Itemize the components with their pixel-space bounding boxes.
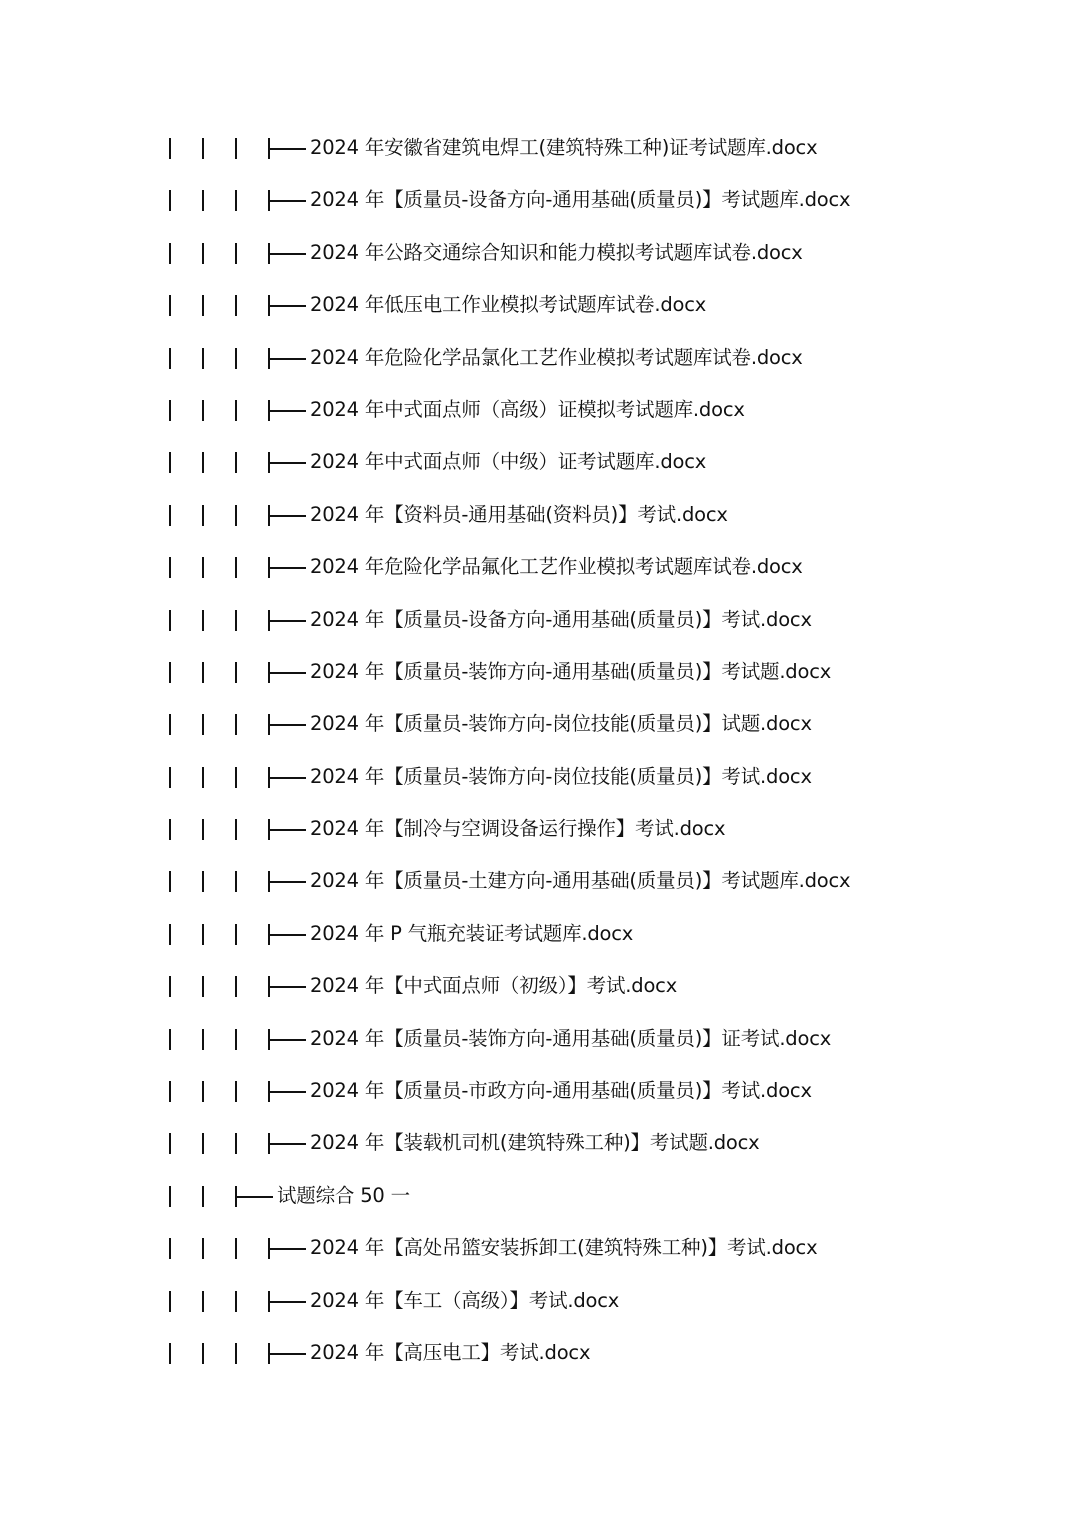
tree-guide-line (169, 348, 171, 369)
tree-file-row (165, 960, 1025, 1012)
tree-guide-line (202, 295, 204, 316)
tree-branch-connector (268, 662, 306, 683)
tree-branch-connector (268, 1343, 306, 1364)
tree-guide-line (235, 976, 237, 997)
tree-guide-line (169, 662, 171, 683)
tree-branch-connector (268, 138, 306, 159)
tree-guide-line (235, 1343, 237, 1364)
tree-branch-connector (235, 1186, 273, 1207)
tree-guide-line (169, 924, 171, 945)
file-name: 2024 年【中式面点师（初级）】考试.docx (310, 974, 678, 998)
tree-guide-line (202, 1238, 204, 1259)
file-name: 2024 年【质量员-土建方向-通用基础(质量员)】考试题库.docx (310, 869, 851, 893)
tree-guide-line (235, 1291, 237, 1312)
tree-guide-line (235, 243, 237, 264)
tree-file-row (165, 1117, 1025, 1169)
tree-guide-line (202, 924, 204, 945)
tree-guide-line (202, 1343, 204, 1364)
tree-file-row (165, 489, 1025, 541)
tree-branch-connector (268, 557, 306, 578)
file-name: 2024 年危险化学品氯化工艺作业模拟考试题库试卷.docx (310, 345, 803, 369)
file-name: 2024 年【装载机司机(建筑特殊工种)】考试题.docx (310, 1131, 760, 1155)
tree-file-row (165, 174, 1025, 226)
tree-guide-line (235, 505, 237, 526)
tree-guide-line (202, 1081, 204, 1102)
tree-guide-line (169, 138, 171, 159)
tree-guide-line (202, 1133, 204, 1154)
tree-branch-connector (268, 295, 306, 316)
tree-guide-line (202, 505, 204, 526)
tree-branch-connector (268, 1133, 306, 1154)
tree-guide-line (169, 190, 171, 211)
tree-branch-connector (268, 714, 306, 735)
tree-guide-line (202, 610, 204, 631)
tree-guide-line (202, 871, 204, 892)
tree-file-row (165, 1013, 1025, 1065)
file-name: 2024 年【资料员-通用基础(资料员)】考试.docx (310, 502, 728, 526)
tree-guide-line (202, 976, 204, 997)
tree-guide-line (169, 400, 171, 421)
tree-file-row (165, 541, 1025, 593)
tree-branch-connector (268, 1029, 306, 1050)
tree-guide-line (202, 1186, 204, 1207)
tree-guide-line (169, 452, 171, 473)
tree-file-row (165, 1275, 1025, 1327)
tree-guide-line (169, 871, 171, 892)
file-name: 2024 年【制冷与空调设备运行操作】考试.docx (310, 817, 726, 841)
file-name: 2024 年 P 气瓶充装证考试题库.docx (310, 921, 634, 945)
file-name: 2024 年中式面点师（中级）证考试题库.docx (310, 450, 707, 474)
tree-guide-line (202, 714, 204, 735)
tree-file-row (165, 279, 1025, 331)
tree-branch-connector (268, 452, 306, 473)
tree-guide-line (169, 1343, 171, 1364)
tree-guide-line (202, 348, 204, 369)
tree-file-row (165, 1222, 1025, 1274)
tree-branch-connector (268, 243, 306, 264)
tree-branch-connector (268, 1238, 306, 1259)
tree-file-row (165, 803, 1025, 855)
file-name: 2024 年安徽省建筑电焊工(建筑特殊工种)证考试题库.docx (310, 136, 818, 159)
tree-file-row (165, 227, 1025, 279)
folder-name: 试题综合 50 一 (277, 1183, 410, 1207)
tree-guide-line (235, 924, 237, 945)
tree-guide-line (202, 138, 204, 159)
tree-guide-line (202, 557, 204, 578)
tree-guide-line (235, 1081, 237, 1102)
tree-guide-line (202, 1029, 204, 1050)
tree-guide-line (235, 1029, 237, 1050)
tree-guide-line (235, 1238, 237, 1259)
tree-file-row (165, 594, 1025, 646)
tree-guide-line (169, 610, 171, 631)
file-name: 2024 年【质量员-设备方向-通用基础(质量员)】考试题库.docx (310, 188, 851, 212)
tree-branch-connector (268, 924, 306, 945)
tree-branch-connector (268, 871, 306, 892)
tree-file-row (165, 384, 1025, 436)
tree-guide-line (169, 767, 171, 788)
tree-branch-connector (268, 767, 306, 788)
file-name: 2024 年【质量员-设备方向-通用基础(质量员)】考试.docx (310, 607, 812, 631)
tree-guide-line (169, 819, 171, 840)
tree-guide-line (169, 1029, 171, 1050)
tree-guide-line (235, 138, 237, 159)
tree-file-row (165, 1327, 1025, 1379)
tree-branch-connector (268, 1291, 306, 1312)
tree-guide-line (169, 714, 171, 735)
tree-guide-line (169, 1081, 171, 1102)
tree-guide-line (235, 452, 237, 473)
tree-guide-line (235, 1133, 237, 1154)
tree-guide-line (202, 190, 204, 211)
file-name: 2024 年危险化学品氟化工艺作业模拟考试题库试卷.docx (310, 555, 803, 579)
tree-guide-line (169, 295, 171, 316)
tree-file-row (165, 698, 1025, 750)
tree-file-row (165, 332, 1025, 384)
tree-guide-line (202, 662, 204, 683)
file-name: 2024 年【质量员-装饰方向-岗位技能(质量员)】试题.docx (310, 712, 812, 736)
tree-branch-connector (268, 348, 306, 369)
tree-guide-line (169, 557, 171, 578)
file-name: 2024 年【高处吊篮安装拆卸工(建筑特殊工种)】考试.docx (310, 1236, 818, 1260)
file-name: 2024 年【质量员-装饰方向-通用基础(质量员)】证考试.docx (310, 1026, 832, 1050)
file-name: 2024 年公路交通综合知识和能力模拟考试题库试卷.docx (310, 240, 803, 264)
tree-guide-line (235, 714, 237, 735)
tree-guide-line (169, 243, 171, 264)
tree-branch-connector (268, 505, 306, 526)
file-name: 2024 年中式面点师（高级）证模拟考试题库.docx (310, 397, 745, 421)
file-name: 2024 年【车工（高级）】考试.docx (310, 1288, 620, 1312)
tree-guide-line (235, 190, 237, 211)
tree-guide-line (235, 610, 237, 631)
tree-guide-line (169, 1291, 171, 1312)
tree-file-row (165, 646, 1025, 698)
tree-branch-connector (268, 819, 306, 840)
tree-guide-line (202, 243, 204, 264)
tree-file-row (165, 1065, 1025, 1117)
tree-guide-line (202, 767, 204, 788)
tree-guide-line (202, 819, 204, 840)
file-tree (165, 122, 1025, 1379)
tree-guide-line (169, 505, 171, 526)
tree-guide-line (169, 1133, 171, 1154)
tree-file-row (165, 436, 1025, 488)
tree-guide-line (235, 767, 237, 788)
tree-guide-line (169, 1186, 171, 1207)
tree-guide-line (202, 400, 204, 421)
tree-file-row (165, 122, 1025, 174)
tree-branch-connector (268, 976, 306, 997)
tree-branch-connector (268, 610, 306, 631)
file-name: 2024 年【质量员-市政方向-通用基础(质量员)】考试.docx (310, 1079, 812, 1103)
tree-guide-line (169, 976, 171, 997)
tree-guide-line (235, 871, 237, 892)
tree-guide-line (235, 400, 237, 421)
tree-guide-line (235, 557, 237, 578)
tree-guide-line (202, 452, 204, 473)
tree-branch-connector (268, 400, 306, 421)
file-name: 2024 年【质量员-装饰方向-通用基础(质量员)】考试题.docx (310, 659, 832, 683)
tree-guide-line (202, 1291, 204, 1312)
tree-branch-connector (268, 190, 306, 211)
tree-guide-line (235, 348, 237, 369)
tree-file-row (165, 855, 1025, 907)
file-name: 2024 年低压电工作业模拟考试题库试卷.docx (310, 293, 707, 317)
tree-guide-line (235, 819, 237, 840)
tree-file-row (165, 908, 1025, 960)
tree-file-row (165, 751, 1025, 803)
tree-guide-line (235, 662, 237, 683)
file-name: 2024 年【高压电工】考试.docx (310, 1340, 591, 1364)
file-name: 2024 年【质量员-装饰方向-岗位技能(质量员)】考试.docx (310, 764, 812, 788)
tree-branch-connector (268, 1081, 306, 1102)
tree-folder-row (165, 1170, 1025, 1222)
tree-guide-line (169, 1238, 171, 1259)
tree-guide-line (235, 295, 237, 316)
